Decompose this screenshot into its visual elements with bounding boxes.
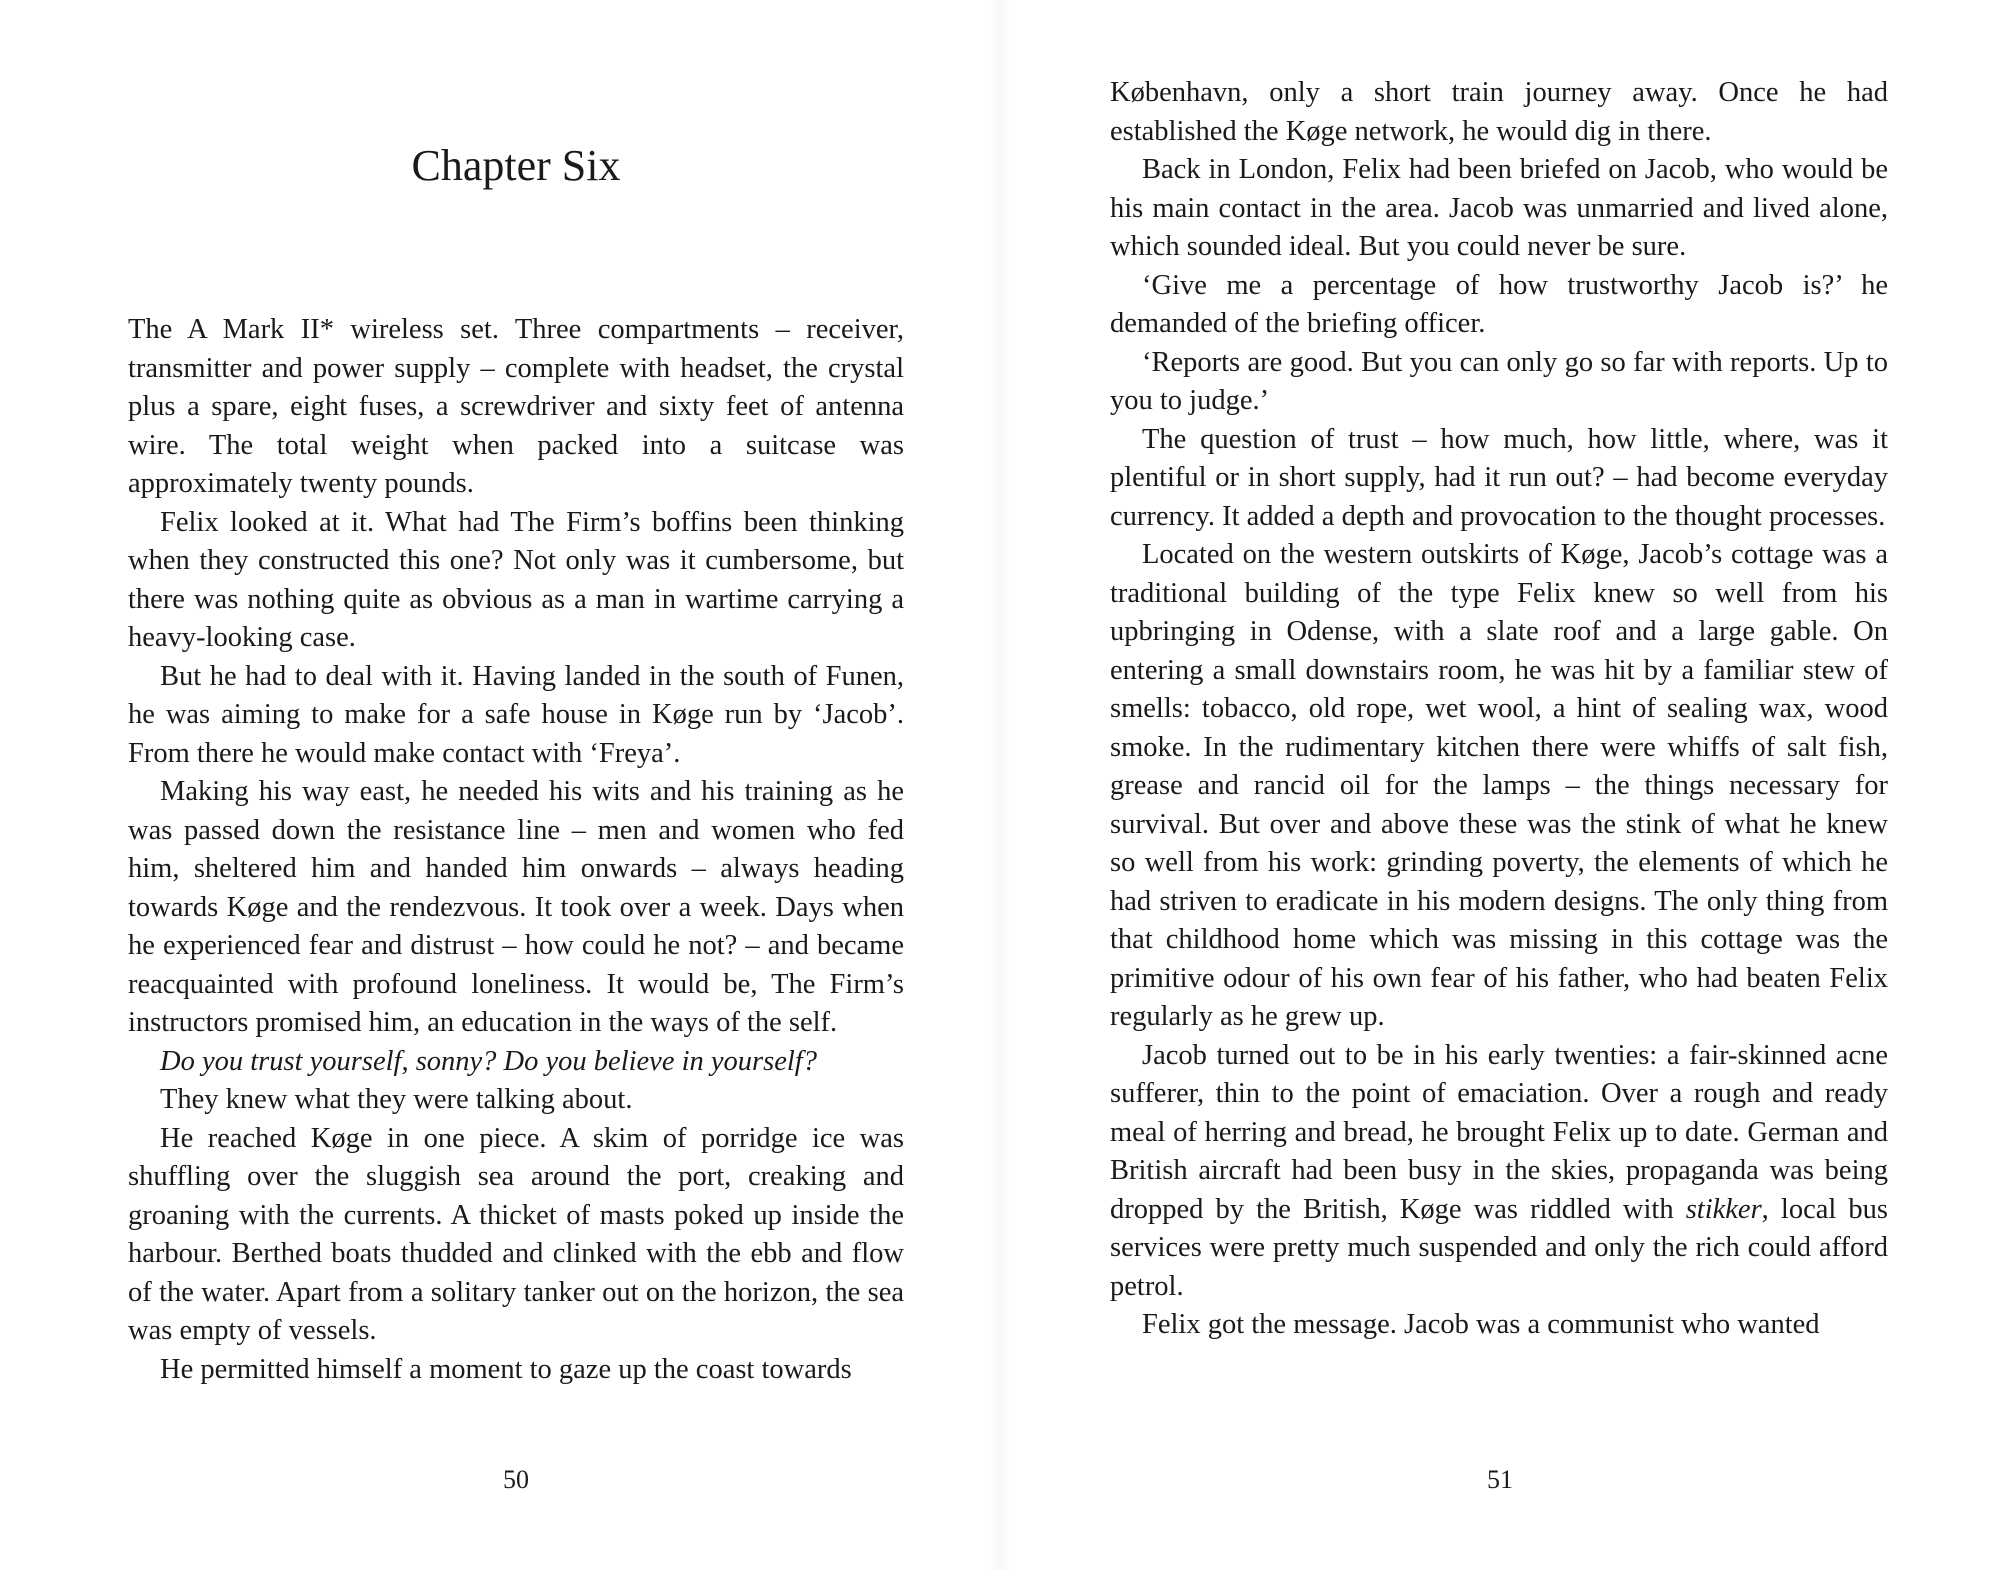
paragraph: The A Mark II* wireless set. Three compartments – receiver, transmitter and power supply – complete with headset, the crystal plus a spare, eight fuses, a screwdriver and sixty feet of antenna wire. The total weight when packed into a suitcase was approximately twenty pounds. [128,314,904,499]
paragraph-text: , local bus services were pretty much suspended and only the rich could afford petrol. [1110,1193,1888,1302]
paragraph [1110,1037,1888,1307]
paragraph: Felix got the message. Jacob was a communist who wanted [1142,1309,1820,1340]
paragraph: Located on the western outskirts of Køge, Jacob’s cottage was a traditional building of the type Felix knew so well from his upbringing in Odense, with a slate roof and a large gable. On entering a small downstairs room, he was hit by a familiar stew of smells: tobacco, old rope, wet wool, a hint of sealing wax, wood smoke. In the rudimentary kitchen there were whiffs of salt fish, grease and rancid oil for the lamps – the things necessary for survival. But over and above these was the stink of what he knew so well from his work: grinding poverty, the elements of which he had striven to eradicate in his modern designs. The only thing from that childhood home which was missing in this cottage was the primitive odour of his own fear of his father, who had beaten Felix regularly as he grew up. [1110,539,1888,1032]
paragraph: They knew what they were talking about. [160,1084,633,1115]
chapter-title: Chapter Six [411,141,621,190]
page-number: 50 [503,1465,529,1494]
paragraph: ‘Give me a percentage of how trustworthy Jacob is?’ he demanded of the briefing officer. [1110,269,1888,339]
paragraph: But he had to deal with it. Having landed in the south of Funen, he was aiming to make for a safe house in Køge run by ‘Jacob’. From there he would make contact with ‘Freya’. [128,660,904,769]
paragraph: ‘Reports are good. But you can only go so far with reports. Up to you to judge.’ [1110,346,1888,416]
paragraph: København, only a short train journey away. Once he had established the Køge network, he would dig in there. [1110,77,1888,147]
left-page [0,0,990,1570]
paragraph: Making his way east, he needed his wits and his training as he was passed down the resistance line – men and women who fed him, sheltered him and handed him onwards – always heading towards Køge and the rendezvous. It took over a week. Days when he experienced fear and distrust – how could he not? – and became reacquainted with profound loneliness. It would be, The Firm’s instructors promised him, an education in the ways of the self. [128,776,904,1038]
italic-paragraph: Do you trust yourself, sonny? Do you believe in yourself? [160,1045,817,1077]
paragraph: Back in London, Felix had been briefed on Jacob, who would be his main contact in the area. Jacob was unmarried and lived alone, which sounded ideal. But you could never be sure. [1110,154,1888,262]
right-page-body [1110,74,1888,1345]
paragraph: Felix looked at it. What had The Firm’s boffins been thinking when they constructed this one? Not only was it cumbersome, but there was nothing quite as obvious as a man in wartime carrying a heavy-looking case. [128,506,904,653]
paragraph: He permitted himself a moment to gaze up the coast towards [160,1353,852,1385]
paragraph-text: Jacob turned out to be in his early twenties: a fair-skinned acne sufferer, thin to the point of emaciation. Over a rough and ready meal of herring and bread, he brought Felix up to date. German and British aircraft had been busy in the skies, propaganda was being dropped by the British, Køge was riddled with [1110,1039,1888,1225]
right-page [1000,0,2000,1570]
left-page-body [128,311,904,1389]
page-number: 51 [1487,1465,1513,1494]
paragraph: He reached Køge in one piece. A skim of porridge ice was shuffling over the sluggish sea around the port, creaking and groaning with the currents. A thicket of masts poked up inside the harbour. Berthed boats thudded and clinked with the ebb and flow of the water. Apart from a solitary tanker out on the horizon, the sea was empty of vessels. [128,1122,904,1346]
italic-word: stikker [1685,1193,1762,1225]
paragraph: The question of trust – how much, how little, where, was it plentiful or in short supply, had it run out? – had become everyday currency. It added a depth and provocation to the thought processes. [1110,423,1888,532]
